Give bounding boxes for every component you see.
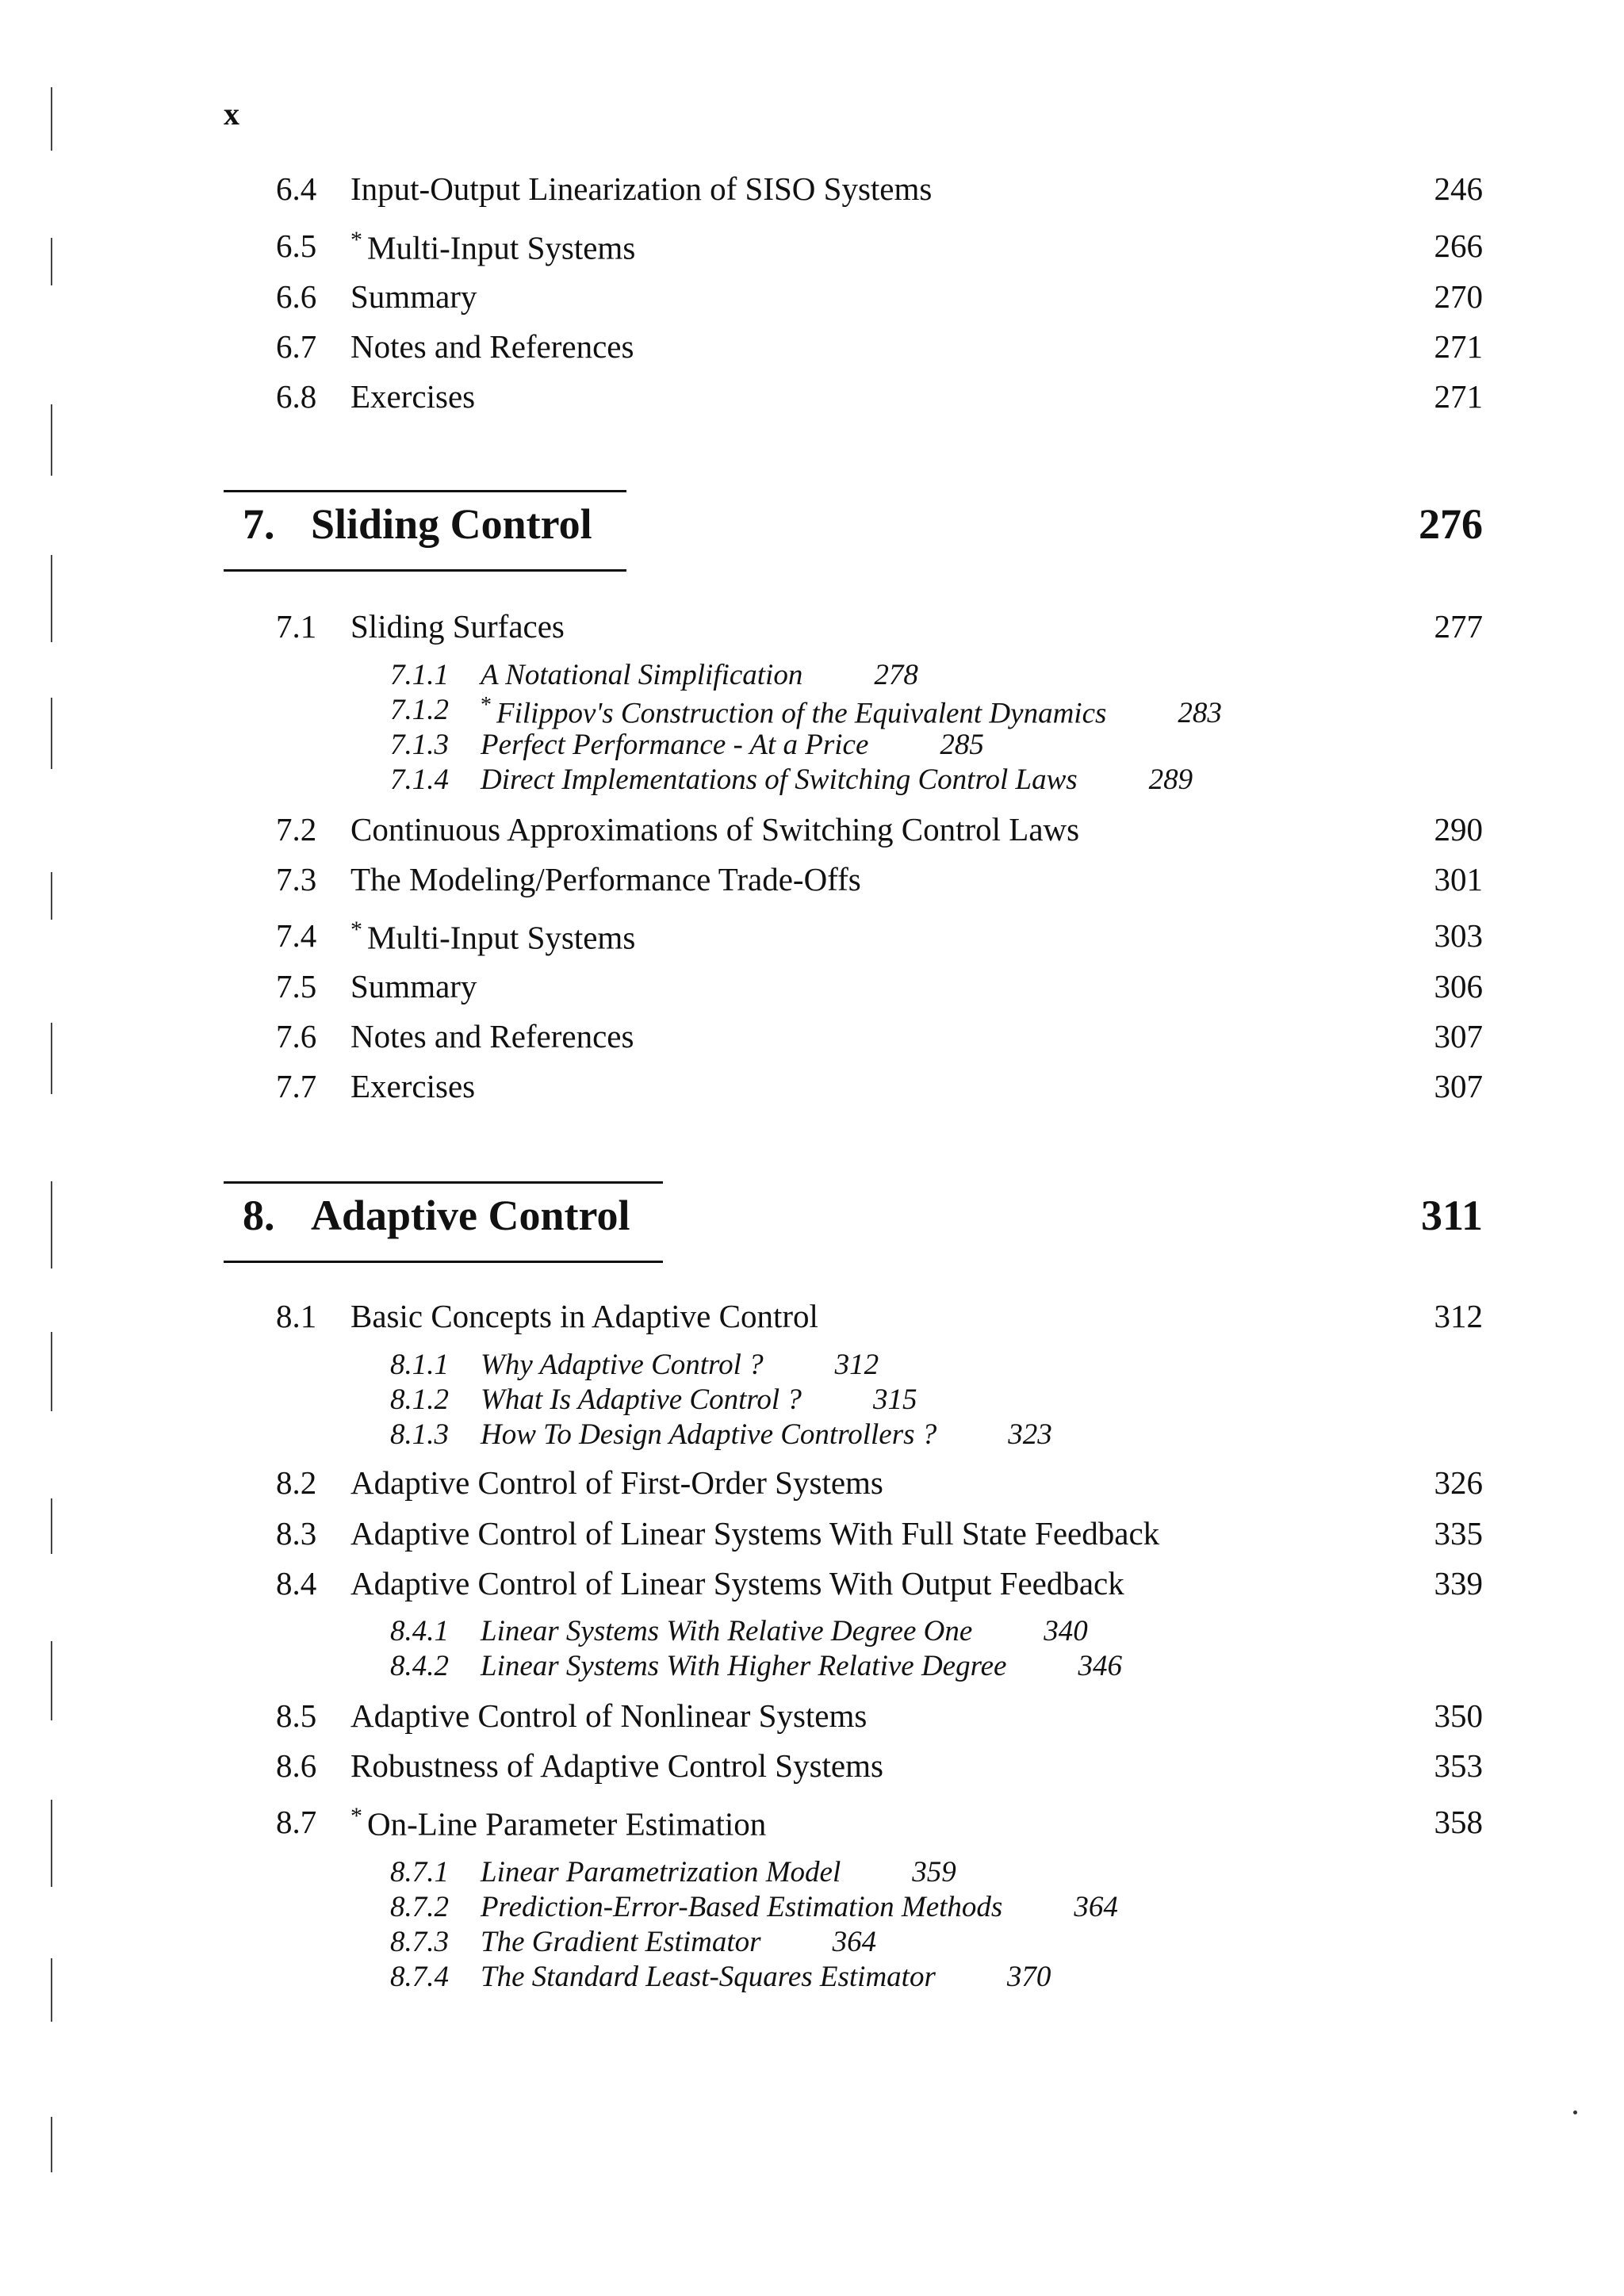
subsection-page: 359 [912,1856,956,1888]
toc-subrow-7-1-1[interactable] [0,658,1624,693]
optional-star-icon: * [350,916,362,943]
subsection-title: What Is Adaptive Control ? 315 [481,1383,917,1416]
section-title: Adaptive Control of Linear Systems With Full State Feedback [350,1515,1160,1552]
section-page: 290 [1434,811,1483,848]
subsection-title: How To Design Adaptive Controllers ? 323 [481,1418,1052,1451]
section-page: 270 [1434,278,1483,315]
subsection-number: 7.1.2 [390,694,449,726]
section-title: Adaptive Control of Nonlinear Systems [350,1697,868,1734]
toc-row-6-6[interactable] [0,277,1624,325]
section-title: Summary [350,278,477,315]
subsection-title: * Filippov's Construction of the Equivalent Dynamics 283 [481,693,1222,730]
subsection-number: 8.1.2 [390,1383,449,1416]
subsection-title: A Notational Simplification 278 [481,659,918,691]
scan-margin-mark [51,238,52,285]
chapter-title: Sliding Control [311,500,592,548]
section-number: 7.3 [276,861,317,897]
optional-star-icon: * [350,227,362,253]
section-title: The Modeling/Performance Trade-Offs [350,861,861,897]
section-number: 8.2 [276,1464,317,1501]
section-number: 7.5 [276,968,317,1004]
toc-row-8-2[interactable] [0,1464,1624,1511]
section-title: Continuous Approximations of Switching Control Laws [350,811,1080,848]
section-page: 277 [1434,608,1483,645]
scan-margin-mark [51,404,52,476]
toc-row-8-1[interactable] [0,1297,1624,1345]
scan-margin-mark [51,698,52,769]
toc-subrow-8-4-1[interactable] [0,1614,1624,1649]
subsection-title: Linear Parametrization Model 359 [481,1856,956,1888]
subsection-title: Linear Systems With Relative Degree One 340 [481,1615,1088,1647]
toc-row-6-5[interactable] [0,227,1624,274]
section-title: Input-Output Linearization of SISO Systems [350,170,933,207]
section-page: 271 [1434,328,1483,365]
subsection-number: 7.1.4 [390,763,449,796]
subsection-number: 8.7.2 [390,1891,449,1923]
toc-row-7-1[interactable] [0,607,1624,655]
subsection-title: The Standard Least-Squares Estimator 370 [481,1961,1051,1993]
chapter-heading-7[interactable] [0,490,1624,577]
toc-row-8-5[interactable] [0,1697,1624,1744]
scan-margin-mark [51,2117,52,2172]
toc-row-6-7[interactable] [0,327,1624,375]
subsection-number: 8.4.2 [390,1650,449,1682]
subsection-title: Why Adaptive Control ? 312 [481,1349,879,1381]
section-title: * Multi-Input Systems [350,916,636,956]
page-number: x [224,96,239,132]
section-page: 312 [1434,1298,1483,1334]
scan-margin-mark [51,1023,52,1094]
scan-margin-mark [51,1498,52,1554]
chapter-title: Adaptive Control [311,1192,630,1239]
subsection-page: 364 [832,1926,877,1958]
section-page: 303 [1434,917,1483,954]
section-title: Notes and References [350,328,634,365]
toc-row-8-6[interactable] [0,1747,1624,1794]
scan-margin-mark [51,555,52,642]
toc-subrow-7-1-3[interactable] [0,728,1624,763]
section-page: 335 [1434,1515,1483,1552]
chapter-rule-bottom [224,1261,663,1263]
toc-row-8-7[interactable] [0,1803,1624,1850]
subsection-page: 289 [1148,763,1193,796]
section-number: 8.1 [276,1298,317,1334]
scan-margin-mark [51,87,52,151]
section-title: Exercises [350,378,476,415]
section-number: 7.2 [276,811,317,848]
section-page: 350 [1434,1697,1483,1734]
subsection-page: 340 [1044,1615,1088,1647]
section-page: 301 [1434,861,1483,897]
toc-subrow-7-1-4[interactable] [0,763,1624,798]
section-page: 307 [1434,1018,1483,1054]
toc-row-6-8[interactable] [0,377,1624,425]
optional-star-icon: * [350,1803,362,1829]
scan-margin-mark [51,872,52,920]
subsection-number: 7.1.1 [390,659,449,691]
toc-row-8-4[interactable] [0,1564,1624,1612]
scan-dot-mark [1573,2110,1577,2114]
subsection-page: 278 [874,659,918,691]
chapter-rule-bottom [224,569,626,572]
chapter-rule-top [224,1181,663,1184]
subsection-page: 283 [1178,697,1222,730]
subsection-number: 7.1.3 [390,729,449,761]
section-title: Robustness of Adaptive Control Systems [350,1747,883,1784]
subsection-page: 312 [834,1349,879,1381]
chapter-page: 276 [1419,500,1483,548]
subsection-title: The Gradient Estimator 364 [481,1926,877,1958]
chapter-number: 7. [243,500,275,548]
section-page: 306 [1434,968,1483,1004]
subsection-number: 8.7.4 [390,1961,449,1993]
scan-margin-mark [51,1958,52,2022]
section-title: Sliding Surfaces [350,608,565,645]
toc-row-7-4[interactable] [0,916,1624,964]
subsection-page: 370 [1006,1961,1051,1993]
toc-subrow-8-1-3[interactable] [0,1418,1624,1452]
subsection-page: 285 [940,729,984,761]
section-page: 358 [1434,1804,1483,1840]
subsection-title: Direct Implementations of Switching Control Laws 289 [481,763,1193,796]
chapter-heading-8[interactable] [0,1181,1624,1269]
toc-subrow-8-7-1[interactable] [0,1855,1624,1890]
chapter-page: 311 [1420,1192,1483,1239]
subsection-number: 8.7.1 [390,1856,449,1888]
toc-row-7-5[interactable] [0,967,1624,1015]
section-title: * Multi-Input Systems [350,227,636,266]
section-number: 8.4 [276,1565,317,1601]
toc-row-7-3[interactable] [0,860,1624,908]
subsection-title: Prediction-Error-Based Estimation Methods 364 [481,1891,1118,1923]
subsection-number: 8.7.3 [390,1926,449,1958]
scan-margin-mark [51,1181,52,1269]
section-page: 266 [1434,228,1483,264]
section-number: 8.5 [276,1697,317,1734]
toc-subrow-8-4-2[interactable] [0,1649,1624,1684]
section-page: 353 [1434,1747,1483,1784]
section-page: 271 [1434,378,1483,415]
toc-subrow-8-1-1[interactable] [0,1348,1624,1383]
toc-subrow-8-7-3[interactable] [0,1925,1624,1960]
subsection-page: 364 [1074,1891,1118,1923]
toc-subrow-8-1-2[interactable] [0,1383,1624,1418]
chapter-number: 8. [243,1192,275,1239]
section-number: 6.5 [276,228,317,264]
section-title: * On-Line Parameter Estimation [350,1803,767,1843]
subsection-number: 8.4.1 [390,1615,449,1647]
section-number: 7.7 [276,1068,317,1104]
toc-row-7-6[interactable] [0,1017,1624,1065]
subsection-page: 346 [1078,1650,1122,1682]
section-number: 7.1 [276,608,317,645]
section-number: 7.4 [276,917,317,954]
section-title: Adaptive Control of Linear Systems With Output Feedback [350,1565,1124,1601]
subsection-page: 323 [1008,1418,1052,1451]
chapter-rule-top [224,490,626,492]
section-page: 339 [1434,1565,1483,1601]
section-page: 326 [1434,1464,1483,1501]
section-number: 6.8 [276,378,317,415]
toc-row-7-7[interactable] [0,1067,1624,1115]
toc-subrow-8-7-2[interactable] [0,1890,1624,1925]
section-number: 6.4 [276,170,317,207]
toc-row-7-2[interactable] [0,810,1624,858]
section-title: Notes and References [350,1018,634,1054]
subsection-page: 315 [872,1383,917,1416]
section-number: 6.7 [276,328,317,365]
subsection-number: 8.1.3 [390,1418,449,1451]
subsection-title: Perfect Performance - At a Price 285 [481,729,984,761]
toc-row-8-3[interactable] [0,1514,1624,1562]
toc-row-6-4[interactable] [0,170,1624,217]
section-number: 8.3 [276,1515,317,1552]
section-page: 307 [1434,1068,1483,1104]
section-title: Summary [350,968,477,1004]
subsection-number: 8.1.1 [390,1349,449,1381]
scan-margin-mark [51,1800,52,1887]
section-number: 7.6 [276,1018,317,1054]
scan-margin-mark [51,1332,52,1411]
section-page: 246 [1434,170,1483,207]
section-number: 8.6 [276,1747,317,1784]
section-title: Exercises [350,1068,476,1104]
section-number: 6.6 [276,278,317,315]
section-number: 8.7 [276,1804,317,1840]
section-title: Basic Concepts in Adaptive Control [350,1298,818,1334]
section-title: Adaptive Control of First-Order Systems [350,1464,883,1501]
subsection-title: Linear Systems With Higher Relative Degree 346 [481,1650,1122,1682]
toc-subrow-7-1-2[interactable] [0,693,1624,728]
toc-subrow-8-7-4[interactable] [0,1960,1624,1995]
optional-star-icon: * [481,693,492,718]
scan-margin-mark [51,1641,52,1720]
